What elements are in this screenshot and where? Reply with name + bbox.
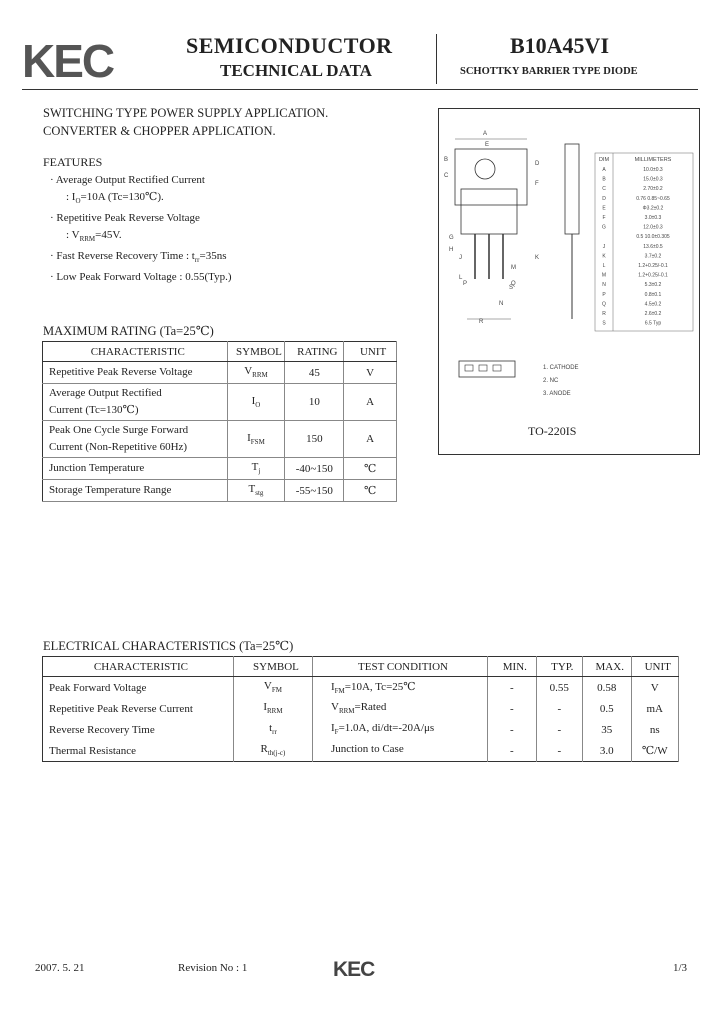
dimension-label: M <box>601 272 607 279</box>
feature-item: · Repetitive Peak Reverse Voltage <box>50 211 200 224</box>
dimension-letter: J <box>459 255 462 261</box>
application-line: SWITCHING TYPE POWER SUPPLY APPLICATION. <box>43 106 329 120</box>
pin-label: 1. CATHODE <box>543 365 579 371</box>
dimension-label: D <box>602 195 606 202</box>
condition-cell: $I_{FM}=10A$, Tc=25℃ <box>312 677 487 699</box>
dimension-label: P <box>602 291 606 298</box>
dimension-label: B <box>602 176 606 183</box>
min-cell: - <box>488 677 537 699</box>
dimension-letter: C <box>444 173 449 179</box>
table-row <box>43 740 679 762</box>
symbol-cell: $T_{stg}$ <box>227 480 285 502</box>
dimension-label: MILLIMETERS <box>634 157 672 163</box>
footer-page: 1/3 <box>673 962 688 974</box>
symbol-cell: $V_{FM}$ <box>233 677 312 699</box>
footer-logo: KEC <box>333 958 375 981</box>
applications <box>43 104 328 140</box>
table-header-row <box>43 342 397 362</box>
dimension-label: K <box>602 253 606 260</box>
header-cell: SYMBOL <box>227 342 285 362</box>
mounting-hole <box>475 159 495 179</box>
table-row <box>43 698 679 719</box>
header-cell: CHARACTERISTIC <box>43 342 228 362</box>
dimension-label: 10.0±0.3 <box>643 167 663 173</box>
dimension-text <box>599 157 672 327</box>
header-cell: CHARACTERISTIC <box>43 657 234 677</box>
characteristic-cell: Junction Temperature <box>43 458 228 480</box>
header-cell: TYP. <box>536 657 582 677</box>
dimension-label: 6.5 Typ <box>644 320 662 327</box>
typ-cell: 0.55 <box>536 677 582 699</box>
header-cell: UNIT <box>344 342 397 362</box>
max-rating-table <box>42 341 397 502</box>
symbol-cell: $R_{th(j-c)}$ <box>233 740 312 762</box>
dimension-label: 1.2+0.25/-0.1 <box>638 263 668 269</box>
dimension-letter: F <box>535 181 539 187</box>
condition-cell: $V_{RRM}=Rated$ <box>312 698 487 719</box>
dimension-label: E <box>602 205 606 212</box>
dimension-letter: D <box>535 161 540 167</box>
feature-item: · Low Peak Forward Voltage : 0.55(Typ.) <box>50 270 232 283</box>
pin-label: 3. ANODE <box>543 391 571 397</box>
dimension-label: F <box>602 215 606 221</box>
elec-body <box>43 677 679 762</box>
typ-cell: - <box>536 719 582 740</box>
table-row <box>43 421 397 458</box>
dimension-label: Q <box>602 301 606 308</box>
symbol-cell: $t_{rr}$ <box>233 719 312 740</box>
package-outline-svg <box>439 109 699 454</box>
package-side-view <box>565 144 579 234</box>
symbol-cell: $T_j$ <box>227 458 285 480</box>
unit-cell: A <box>344 421 397 458</box>
condition-cell: Junction to Case <box>312 740 487 762</box>
feature-value: : $I_O=10A$ (Tc=130℃). <box>66 190 164 205</box>
dimension-label: 12.0±0.3 <box>643 224 663 231</box>
characteristic-cell: Peak One Cycle Surge Forward Current (Non-Repetitive 60Hz) <box>43 421 228 458</box>
header-divider <box>436 34 437 84</box>
dimension-label: L <box>602 263 606 269</box>
part-description: SCHOTTKY BARRIER TYPE DIODE <box>460 66 638 77</box>
dimension-label: Φ3.2±0.2 <box>642 205 664 212</box>
characteristic-cell: Repetitive Peak Reverse Voltage <box>43 362 228 384</box>
unit-cell: V <box>344 362 397 384</box>
dimension-letter: P <box>463 281 468 287</box>
characteristic-cell: Thermal Resistance <box>43 740 234 762</box>
dimension-label: 2.70±0.2 <box>643 186 663 193</box>
unit-cell: A <box>344 384 397 421</box>
max-cell: 0.5 <box>582 698 631 719</box>
max-cell: 3.0 <box>582 740 631 762</box>
rating-cell: -40~150 <box>285 458 344 480</box>
feature-value: : $V_{RRM}=45V$. <box>66 228 122 243</box>
min-cell: - <box>488 719 537 740</box>
feature-item: · Average Output Rectified Current <box>50 174 205 186</box>
characteristic-cell: Storage Temperature Range <box>43 480 228 502</box>
max-cell: 35 <box>582 719 631 740</box>
dimension-label: 0.8±0.1 <box>644 291 662 298</box>
characteristic-cell: Peak Forward Voltage <box>43 677 234 699</box>
feature-item: · Fast Reverse Recovery Time : $t_{rr}=35ns$ <box>50 249 227 264</box>
header-cell: UNIT <box>631 657 679 677</box>
header-subtitle: TECHNICAL DATA <box>220 61 372 80</box>
symbol-cell: $I_{RRM}$ <box>233 698 312 719</box>
typ-cell: - <box>536 740 582 762</box>
dimension-label: N <box>602 282 606 289</box>
package-name: TO-220IS <box>528 424 577 438</box>
condition-cell: $I_F=1.0A$, di/dt=-20A/μs <box>312 719 487 740</box>
min-cell: - <box>488 740 537 762</box>
dimension-letter: R <box>479 319 484 325</box>
dimension-label: 4.5±0.2 <box>644 301 662 308</box>
dimension-label: A <box>602 167 606 173</box>
table-row <box>43 362 397 384</box>
unit-cell: ℃ <box>344 480 397 502</box>
dimension-label: 2.6±0.2 <box>644 311 662 317</box>
dimension-letter: Q <box>511 281 516 287</box>
application-line: CONVERTER & CHOPPER APPLICATION. <box>43 124 276 138</box>
unit-cell: mA <box>631 698 679 719</box>
dimension-label: 3.7±0.2 <box>644 253 662 260</box>
rating-cell: 10 <box>285 384 344 421</box>
dimension-letter: B <box>444 157 449 163</box>
unit-cell: ℃ <box>344 458 397 480</box>
package-drawing <box>438 108 700 455</box>
header-cell: SYMBOL <box>233 657 312 677</box>
unit-cell: V <box>631 677 679 699</box>
rating-cell: -55~150 <box>285 480 344 502</box>
table-row <box>43 384 397 421</box>
dimension-label: R <box>602 311 606 317</box>
header-cell: MIN. <box>488 657 537 677</box>
dimension-label: 0.76 0.85~0.65 <box>636 195 670 202</box>
typ-cell: - <box>536 698 582 719</box>
rating-cell: 150 <box>285 421 344 458</box>
table-row <box>43 480 397 502</box>
symbol-cell: $V_{RRM}$ <box>227 362 285 384</box>
header-cell: RATING <box>285 342 344 362</box>
characteristic-cell: Average Output Rectified Current (Tc=130℃) <box>43 384 228 421</box>
max-rating-title: MAXIMUM RATING (Ta=25℃) <box>43 324 214 338</box>
table-row <box>43 677 679 699</box>
unit-cell: ℃/W <box>631 740 679 762</box>
dimension-label: 1.2+0.25/-0.1 <box>638 272 668 279</box>
dimension-letter: S <box>509 285 514 291</box>
min-cell: - <box>488 698 537 719</box>
elec-title: ELECTRICAL CHARACTERISTICS (Ta=25℃) <box>43 639 294 653</box>
pin-label: 2. NC <box>543 378 559 384</box>
dimension-label: J <box>602 243 606 250</box>
header-cell: TEST CONDITION <box>312 657 487 677</box>
symbol-cell: $I_{FSM}$ <box>227 421 285 458</box>
dimension-label: S <box>602 320 606 327</box>
header-rule <box>22 89 698 90</box>
max-cell: 0.58 <box>582 677 631 699</box>
dimension-letter: A <box>483 131 488 137</box>
dimension-label: 5.3±0.2 <box>644 282 662 289</box>
features-list <box>50 172 232 285</box>
dimension-letter: H <box>449 247 454 253</box>
dimension-label: C <box>602 186 606 193</box>
characteristic-cell: Reverse Recovery Time <box>43 719 234 740</box>
dimension-letter: N <box>499 301 504 307</box>
dimension-label: DIM <box>598 157 610 163</box>
characteristic-cell: Repetitive Peak Reverse Current <box>43 698 234 719</box>
elec-table <box>42 656 679 762</box>
dimension-letter: G <box>449 235 454 241</box>
features-title: FEATURES <box>43 155 103 169</box>
footer-revision: Revision No : 1 <box>178 962 248 974</box>
symbol-cell: $I_O$ <box>227 384 285 421</box>
table-row <box>43 458 397 480</box>
pin-text <box>444 131 579 397</box>
dimension-letter: M <box>511 265 516 271</box>
dimension-label: 15.0±0.3 <box>643 176 663 183</box>
kec-logo: KEC <box>22 35 114 87</box>
table-row <box>43 719 679 740</box>
dimension-label: 13.6±0.5 <box>643 243 663 250</box>
footer-date: 2007. 5. 21 <box>35 962 85 974</box>
part-number: B10A45VI <box>510 33 610 58</box>
unit-cell: ns <box>631 719 679 740</box>
header-cell: MAX. <box>582 657 631 677</box>
max-rating-body <box>43 362 397 502</box>
dimension-label: G <box>602 224 606 231</box>
dimension-label: 0.5 10.0±0.305 <box>636 234 670 241</box>
dimension-letter: E <box>485 142 490 148</box>
dimension-letter: K <box>535 255 540 261</box>
dimension-letter: L <box>459 275 463 281</box>
header-title: SEMICONDUCTOR <box>186 33 393 58</box>
table-header-row <box>43 657 679 677</box>
rating-cell: 45 <box>285 362 344 384</box>
dimension-label: 3.0±0.3 <box>644 215 662 221</box>
